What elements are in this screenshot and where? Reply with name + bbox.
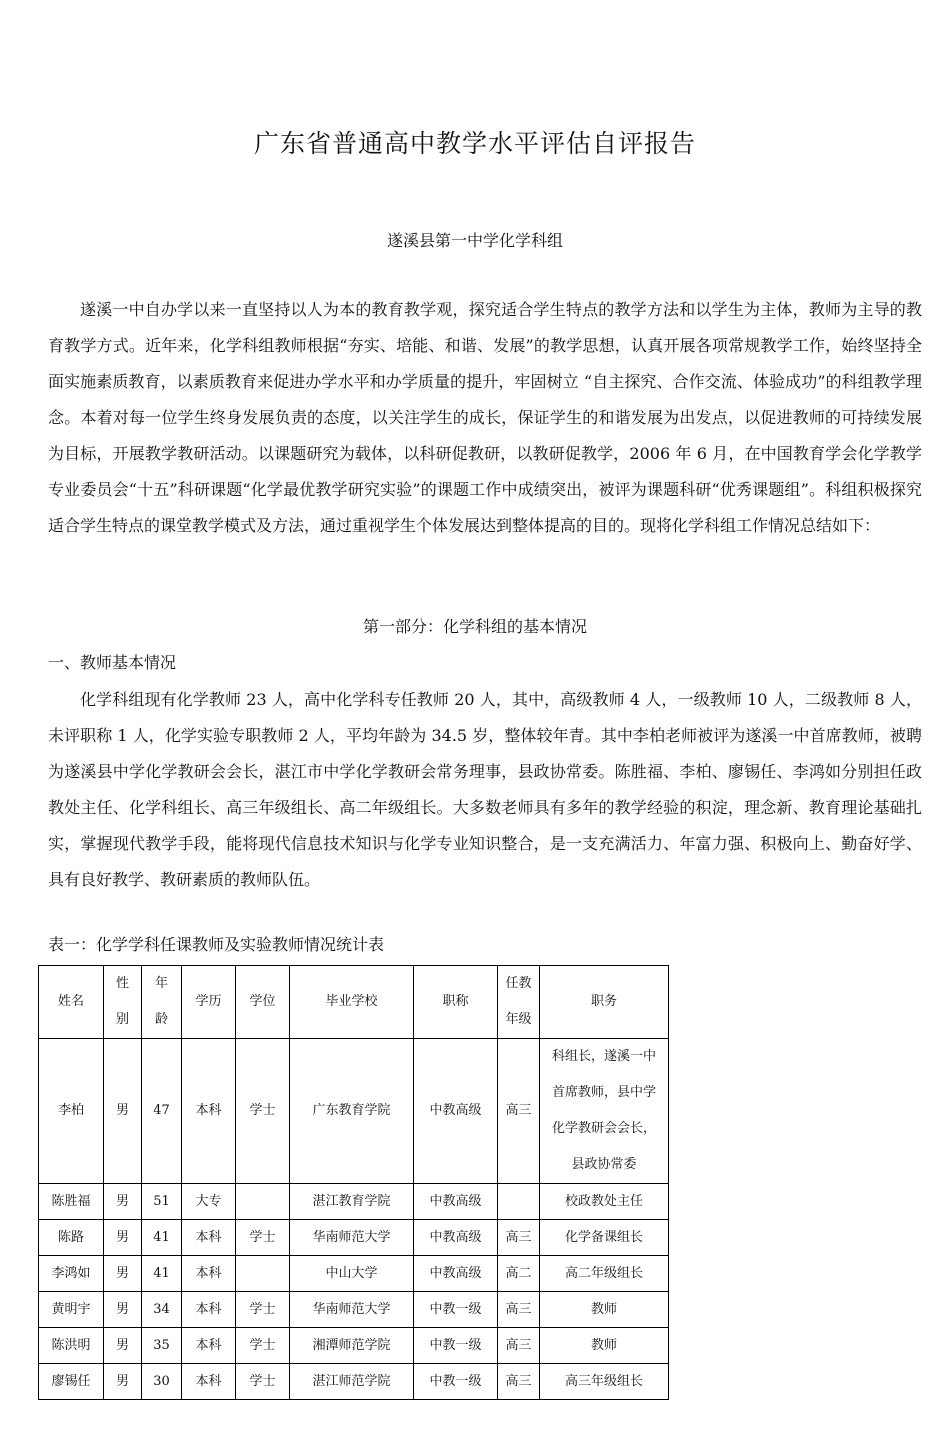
header-grade: 任教 年级 [498,966,540,1039]
cell-gender: 男 [104,1039,142,1184]
cell-name: 陈洪明 [39,1328,104,1364]
header-education: 学历 [182,966,236,1039]
cell-gender: 男 [104,1220,142,1256]
table-row [39,1328,669,1364]
cell-title: 中教高级 [414,1256,498,1292]
teacher-table [38,965,669,1400]
cell-duty: 高三年级组长 [540,1364,669,1400]
cell-name: 黄明宇 [39,1292,104,1328]
header-title: 职称 [414,966,498,1039]
cell-age: 34 [142,1292,182,1328]
table-row [39,1364,669,1400]
header-name: 姓名 [39,966,104,1039]
cell-grade: 高三 [498,1328,540,1364]
cell-school: 湛江师范学院 [290,1364,414,1400]
cell-grade: 高二 [498,1256,540,1292]
cell-age: 47 [142,1039,182,1184]
intro-paragraph: 遂溪一中自办学以来一直坚持以人为本的教育教学观，探究适合学生特点的教学方法和以学生为主体，教师为主导的教育教学方式。近年来，化学科组教师根据“夯实、培能、和谐、发展”的教学思想，认真开展各项常规教学工作，始终坚持全面实施素质教育，以素质教育来促进办学水平和办学质量的提升，牢固树立 “自主探究、合作交流、体验成功”的科组教学理念。本着对每一位学生终身发展负责的态度，以关注学生的成长，保证学生的和谐发展为出发点，以促进教师的可持续发展为目标，开展教学教研活动。以课题研究为载体，以科研促教研，以教研促教学，2006 年 6 月，在中国教育学会化学教学专业委员会“十五”科研课题“化学最优教学研究实验”的课题工作中成绩突出，被评为课题科研“优秀课题组”。科组积极探究适合学生特点的课堂教学模式及方法，通过重视学生个体发展达到整体提高的目的。现将化学科组工作情况总结如下： [48,300,922,535]
cell-title: 中教一级 [414,1292,498,1328]
section-heading: 一、教师基本情况 [48,653,177,672]
cell-education: 本科 [182,1364,236,1400]
cell-gender: 男 [104,1256,142,1292]
cell-title: 中教高级 [414,1184,498,1220]
cell-school: 中山大学 [290,1256,414,1292]
cell-title: 中教一级 [414,1364,498,1400]
table-header-row [39,966,669,1039]
cell-duty: 高二年级组长 [540,1256,669,1292]
cell-degree [236,1184,290,1220]
cell-degree: 学士 [236,1364,290,1400]
section-title: 第一部分：化学科组的基本情况 [362,617,587,636]
cell-degree: 学士 [236,1328,290,1364]
cell-name: 李柏 [39,1039,104,1184]
table-row [39,1039,669,1184]
cell-gender: 男 [104,1292,142,1328]
cell-age: 41 [142,1256,182,1292]
header-school: 毕业学校 [290,966,414,1039]
cell-grade [498,1184,540,1220]
table-row [39,1220,669,1256]
cell-age: 30 [142,1364,182,1400]
cell-gender: 男 [104,1184,142,1220]
table-row [39,1256,669,1292]
cell-school: 华南师范大学 [290,1292,414,1328]
cell-name: 李鸿如 [39,1256,104,1292]
page-subtitle: 遂溪县第一中学化学科组 [386,231,563,250]
header-duty: 职务 [540,966,669,1039]
table-row [39,1292,669,1328]
cell-age: 51 [142,1184,182,1220]
cell-degree: 学士 [236,1220,290,1256]
cell-title: 中教高级 [414,1039,498,1184]
cell-grade: 高三 [498,1039,540,1184]
cell-education: 本科 [182,1328,236,1364]
cell-education: 大专 [182,1184,236,1220]
cell-education: 本科 [182,1039,236,1184]
cell-title: 中教高级 [414,1220,498,1256]
cell-education: 本科 [182,1256,236,1292]
cell-name: 陈路 [39,1220,104,1256]
cell-duty: 科组长，遂溪一中 首席教师，县中学 化学教研会会长， 县政协常委 [540,1039,669,1184]
cell-grade: 高三 [498,1292,540,1328]
cell-degree [236,1256,290,1292]
cell-age: 35 [142,1328,182,1364]
page-title: 广东省普通高中教学水平评估自评报告 [253,129,696,158]
cell-school: 广东教育学院 [290,1039,414,1184]
cell-duty: 校政教处主任 [540,1184,669,1220]
cell-gender: 男 [104,1364,142,1400]
cell-education: 本科 [182,1220,236,1256]
cell-age: 41 [142,1220,182,1256]
cell-school: 华南师范大学 [290,1220,414,1256]
cell-title: 中教一级 [414,1328,498,1364]
header-gender: 性 别 [104,966,142,1039]
cell-degree: 学士 [236,1292,290,1328]
cell-degree: 学士 [236,1039,290,1184]
cell-name: 廖锡任 [39,1364,104,1400]
header-degree: 学位 [236,966,290,1039]
cell-name: 陈胜福 [39,1184,104,1220]
teachers-paragraph: 化学科组现有化学教师 23 人，高中化学科专任教师 20 人，其中，高级教师 4 人，一级教师 10 人，二级教师 8 人，未评职称 1 人，化学实验专职教师 2 人，平均年龄为 34.5 岁，整体较年青。其中李柏老师被评为遂溪一中首席教师，被聘为遂溪县中学化学教研会会长，湛江市中学化学教研会常务理事，县政协常委。陈胜福、李柏、廖锡任、李鸿如分别担任政教处主任、化学科组长、高三年级组长、高二年级组长。大多数老师具有多年的教学经验的积淀，理念新、教育理论基础扎实，掌握现代教学手段，能将现代信息技术知识与化学专业知识整合，是一支充满活力、年富力强、积极向上、勤奋好学、具有良好教学、教研素质的教师队伍。 [48,690,922,889]
cell-school: 湛江教育学院 [290,1184,414,1220]
cell-grade: 高三 [498,1364,540,1400]
cell-duty: 化学备课组长 [540,1220,669,1256]
table-row [39,1184,669,1220]
header-age: 年 龄 [142,966,182,1039]
cell-grade: 高三 [498,1220,540,1256]
cell-duty: 教师 [540,1328,669,1364]
table-caption: 表一：化学学科任课教师及实验教师情况统计表 [48,935,385,954]
cell-gender: 男 [104,1328,142,1364]
cell-school: 湘潭师范学院 [290,1328,414,1364]
cell-duty: 教师 [540,1292,669,1328]
cell-education: 本科 [182,1292,236,1328]
